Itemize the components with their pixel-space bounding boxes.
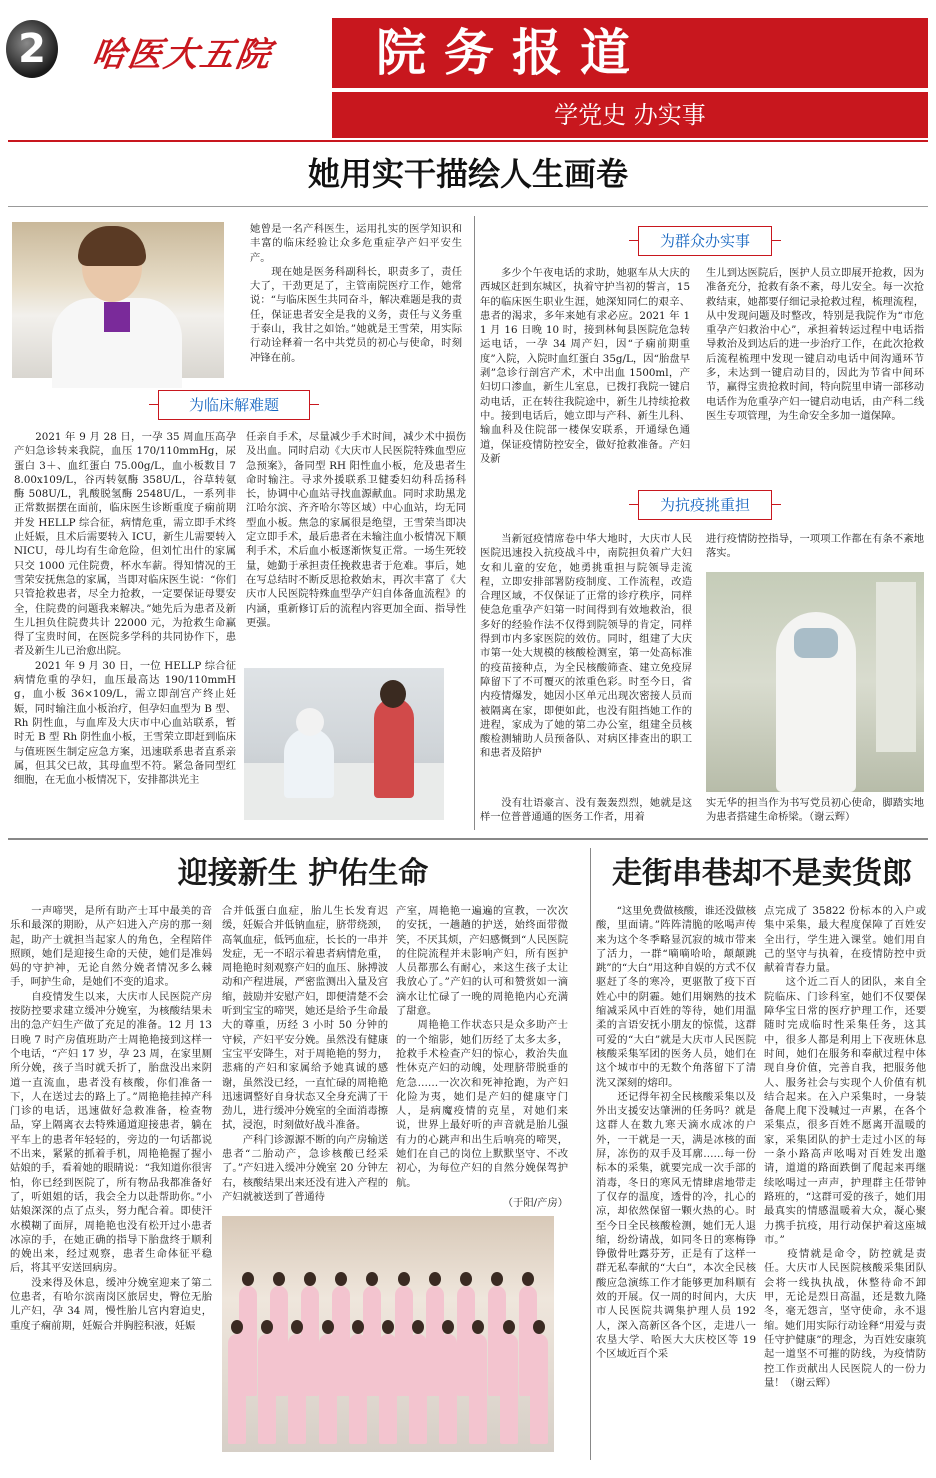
page-number-badge: 2: [6, 20, 58, 78]
feature-title: 她用实干描绘人生画卷: [307, 155, 628, 193]
column-divider: [474, 216, 475, 830]
newborn-credit: （于阳/产房）: [502, 1197, 568, 1209]
masthead-logo: 哈医大五院: [89, 35, 275, 75]
section-title: 院务报道: [376, 24, 648, 82]
feature-col-5: 当新冠疫情席卷中华大地时，大庆市人民医院迅速投入抗疫战斗中，南院担负着广大妇女和儿童的安危，她勇挑重担与院领导走流程，立即安排部署防疫制度、工作流程，改造合理区域，不仅保证了正常的诊疗秩序，同样使急危重孕产妇第一时间得到有效地救治，很多好的经验作法不仅得到院领导的肯定，同样得到市内多家医院的效仿。同时，组建了大庆市第一处大规模的核酸检测室，第一处高标准的疫苗接种点，为全民核酸筛查、建立免疫屏障留下了不可覆灭的浓重色彩。时至今日，省内疫情爆发，她因小区单元出现次密接人员而被隔离在家，即便如此，也没有阻挡她工作的进程，家成为了她的第二办公室，组建全员核酸检测辅助人员预备队、对病区排查出的职工和患者及陪护: [480, 533, 692, 760]
streets-col-1: “这里免费做核酸，谁还没做核酸，里面请。”阵阵清脆的吆喝声传来为这个冬季略显沉寂的城市带来了活力，一群“嘀嘀哈哈，颠颠跳跳”的“大白”用这种自娱的方式不仅驱赶了冬的寒冷，更驱散了疫下百姓心中的阴霾。她们用娴熟的技术缩减采风中百姓的等待，她们用温柔的言语安抚小朋友的惊慌，这群可爱的“大白”就是大庆市人民医院核酸采集军团的医务人员，她们在这个城市中的无数个角落留下了清洗又深刻的熔印。 还记得年初全民核酸采集以及外出支援安达肇洲的任务吗？就是这群人在数九寒天滴水成冰的户外，一干就是一天，满是冰核的面屏，冻伤的双手及耳廓……每一份标本的采集，就要完成一次手部的消毒，冬日的寒风无情肆虐地带走了仅存的温度，透骨的冷，扎心的凉，却依然保留一颗火热的心。时至今日全民核酸检测，她们无人退缩，纷纷请战，如同冬日的寒梅铮铮傲骨吐露芬芳，正是有了这样一群无私奉献的“大白”，本次全民核酸应急演练工作才能够更加科顺有效的开展。仅一周的时间内，大庆市人民医院共调集护理人员 192 人，深入高新区各个区，走进八一农垦大学、哈医大大庆校区等 19 个区域近百个采: [596, 905, 756, 1361]
streets-col-2: 点完成了 35822 份标本的入户或集中采集，最大程度保障了百姓安全出行，学生进入课堂。她们用自己的坚守与执着，在疫情防控中贡献着青春力量。 这个近二百人的团队，来自全院临床、门诊科室，她们不仅要保障华宝日常的医疗护理工作，还要随时完成临时性采集任务，这其中，很多人都是利用上下夜班休息时间，她们在服务和奉献过程中体现自身价值，完善自我，把服务他人、服务社会与实现个人价值有机结合起来。在入户采集时，一身装备爬上爬下没喊过一声累，在各个采集点，很多百姓不愿离开温暖的家，采集团队的护士走过小区的每一条小路高声吆喝对百姓发出邀请，道道的路面跌倒了爬起来再继续吆喝过一声声，护理群主任带钟路班的，“这群可爱的孩子，她们用最真实的情感温暖着大众，凝心聚力携手抗疫，用行动保护着这座城市。” 疫情就是命令，防控就是责任。大庆市人民医院核酸采集团队会将一线执执战，休整待命不卸甲，无论是烈日高温，还是数九隆冬，毫无怨言，坚守使命，永不退缩。她们用实际行动诠释“用爱与责任守护健康”的理念，为百姓安康筑起一道坚不可摧的防线，为疫情防控工作贡献出人民医院人的一份力量！（谢云辉）: [764, 905, 926, 1389]
newborn-col-2: 合并低蛋白血症，胎儿生长发育迟缓，妊娠合并低钠血症，脐带绕颈，高氧血症，低钙血症，长长的一串并发症，无一不昭示着患者病情危重，周艳艳时刻观察产妇的血压、脉搏波动和产程进展，严密监测出入量及宫缩，鼓励并安慰产妇，即便清楚不会听到宝宝的啼哭，她还是给予生命最大的尊重，历经 3 小时 50 分钟的守候，产妇平安分娩。虽然没有健康宝宝平安降生，对于周艳艳的努力，悲痛的产妇和家属给予她真诚的感谢，虽然没已经，一直忙碌的周艳艳迅速调整好自身状态又全身充满了干劲儿，进行缓冲分娩室的全面消毒擦拭，浸泡，时刻做好战斗准备。 产科门诊源源不断的向产房输送患者“二胎动产，急诊核酸已经采了。”产妇进入缓冲分娩室 20 分钟左右，核酸结果出来还没有进入产程的产妇就被送到了普通待: [222, 905, 388, 1203]
section-tag-public: 为群众办实事: [638, 226, 772, 256]
feature-closing-left: 没有壮语豪言、没有轰轰烈烈，她就是这样一位普普通通的医务工作者，用着: [480, 797, 692, 824]
feature-col-6: 进行疫情防控指导，一项项工作都在有条不紊地落实。: [706, 533, 924, 560]
feature-closing-right: 实无华的担当作为书写党员初心使命，脚踏实地为患者搭建生命桥梁。（谢云辉）: [706, 797, 924, 824]
header-divider: [8, 140, 928, 142]
article-title-newborn: 迎接新生 护佑生命: [177, 856, 429, 891]
feature-col-2: 任亲自手术，尽量减少手术时间，减少术中损伤及出血。同时启动《大庆市人民医院特殊血型应急预案》，备同型 RH 阳性血小板，危及患者生命时输注。寻求外援联系卫健委妇幼科岳扬科长，协调中心血站寻找血源献血。同时求助黑龙江哈尔滨、齐齐哈尔等区域）中心血站，均无同型血小板。焦急的家属很是绝望，王雪荣当即决定立即手术，最后患者在未输注血小板情况下顺利手术，术后血小板逐渐恢复正常。一场生死较量，她勤于承担责任挽救患者于危难。事后，她在写总结时不断反思抢救始末，再次丰富了《大庆市人民医院特殊血型孕产妇自体备血流程》的内涵，重新修订后的流程内容更加全面、指导性更强。: [246, 431, 466, 629]
section-subtitle: 学党史 办实事: [554, 101, 706, 129]
doctor-portrait-photo: [12, 222, 224, 378]
feature-col-3: 多少个午夜电话的求助，她驱车从大庆的西城区赶到东城区，执着守护当初的誓言，15 年的临床医生职业生涯，她深知同仁的艰辛、患者的渴求，多年来她有求必应。2021 年 11 月 16 日晚 10 时，接到林甸县医院危急转运电话，一孕 34 周产妇，因“子痫前期重度”入院，入院时血红蛋白 35g/L，因“胎盘早剥”急诊行剖宫产术，术中出血 1500ml，产妇切口渗血，新生儿室息，已拨打我院一键启动电话，正在转往我院途中，新生儿持续抢救中。接到电话后，她立即与产科、新生儿科、输血科及住院部一楼保安联系，开通绿色通道，保证疫情防控安全，做好抢救准备。产妇及新: [480, 267, 694, 465]
consultation-photo: [244, 668, 444, 820]
protective-suit-photo: [706, 572, 924, 792]
feature-intro: 她曾是一名产科医生，运用扎实的医学知识和丰富的临床经验让众多危重症孕产妇平安生产。 现在她是医务科副科长，职责多了，责任大了，干劲更足了，主管南院医疗工作，她常说：“与临床医生共同奋斗，解决难题是我的责任，保证患者安全是我的义务，责任与义务重于泰山，我甘之如饴。”她就是王雪荣，用实际行动诠释着一名中共党员的初心与使命，时刻冲锋在前。: [250, 223, 462, 364]
section-tag-clinical: 为临床解难题: [158, 390, 310, 420]
feature-col-4: 生儿到达医院后，医护人员立即展开抢救，因为准备充分，抢救有条不紊，母儿安全。每一次抢救结束，她都要仔细记录抢救过程，梳理流程，从中发现问题及时整改，特别是我院作为“市危重孕产妇救治中心”，承担着转运过程中电话指导救治及到达后的进一步治疗工作，在此次抢救后流程梳理中发现一键启动电话中间沟通环节多，未达到一键启动目的，因此为节省中间环节，赢得宝贵抢救时间，特向院里申请一部移动电话作为危重孕产妇一键启动电话，由产科二线医生专项管理，为生命安全多加一道保障。: [706, 267, 924, 422]
section-tag-epidemic: 为抗疫挑重担: [638, 490, 772, 520]
newborn-col-1: 一声啼哭，是所有助产士耳中最美的音乐和最深的期盼，从产妇进入产房的那一刻起，助产士就担当起家人的角色，全程陪伴照顾，她们是迎接生命的天使，她们是准妈妈的守护神，无论自然分娩者情况多么棘手，呵护生命，是她们不变的追求。 自疫情发生以来，大庆市人民医院产房按防控要求建立缓冲分娩室，为核酸结果未出的急产妇生产做了充足的准备。12 月 13 日晚 7 时产房值班助产士周艳艳接到这样一个电话，“产妇 17 岁，孕 23 周，在家里厕所分娩，孩子当时就夭折了，胎盘没出来阴道一直流血，患者没有核酸，你们准备一下，人在送过去的路上了。”周艳艳挂掉产科门诊的电话，迅速做好急救准备，检查物品，穿上隔离衣去特殊通道迎接患者，躺在平车上的患者年轻轻的，旁边的一句话都说不出来，紧紧的抓着手机，周艳艳握了握小姑娘的手，看着她的眼睛说：“我知道你很害怕，你已经到医院了，所有物品我都准备好了，听姐姐的话，我会全力以赴帮助你。”小姑娘深深的点了点头，努力配合着。即使汗水模糊了面屏，周艳艳也没有松开过小患者冰凉的手，在她正确的指导下胎盘终于顺利的娩出来，经过观察，患者生命体征平稳后，将其平安送回病房。 没来得及休息，缓冲分娩室迎来了第二位患者，有哈尔滨南岗区旅居史，臀位无胎儿产妇，孕 34 周，慢性胎儿宫内窘迫史，重度子痫前期，妊娠合并胸腔积液，妊娠: [10, 905, 212, 1332]
newborn-col-3: 产室，周艳艳一遍遍的宣教，一次次的安抚，一趟趟的护送，始终面带微笑，不厌其烦，产妇感慨到“人民医院的住院流程并未影响产妇，所有医护人员都那么有耐心，来这生孩子太让我放心了。”产妇的认可和赞赏如一滴滴水让忙碌了一晚的周艳艳内心充满了甜意。 周艳艳工作状态只是众多助产士的一个缩影，她们历经了太多太多，抢救手术检查产妇的惊心，救治失血性休克产妇的动魄，处理脐带脱垂的危急……一次次和死神抢跑，为产妇化险为夷，她们是产妇的健康守门人，是病魔疫情的克星，对她们来说，世界上最好听的声音就是胎儿强有力的心跳声和出生后响亮的啼哭，她们在自己的岗位上默默坚守、不改初心，为每位产妇的自然分娩保驾护航。: [396, 905, 568, 1189]
title-divider: [8, 206, 928, 207]
midwife-team-photo: [222, 1216, 554, 1452]
feature-col-1: 2021 年 9 月 28 日，一孕 35 周血压高孕产妇急诊转来我院，血压 170/110mmHg，尿蛋白 3＋、血红蛋白 75.00g/L，血小板数目 78.00x109/L，谷丙转氨酶 358U/L，谷草转氨酶 508U/L，乳酸脱氢酶 2548U/L，一系列非正常数据摆在面前，临床医生诊断重度子痫前期并发 HELLP 综合征，病情危重，需立即手术终止妊娠，且术后需要转入 ICU，新生儿需要转入 NICU，母儿均有生命危险，但刘忙出什的家属只交 1000 元住院费，杯水车薪。得知情况的王雪荣安抚焦急的家属，当即对临床医生说：“你们只管抢救患者，尽全力抢救，一定要保证母婴安全，住院费的问题我来解决。”她先后为患者及新生儿担负住院费共计 22000 元，为抢救生命赢得了宝贵时间，在医院多学科的共同协作下，患者及新生儿已治愈出院。 2021 年 9 月 30 日，一位 HELLP 综合征病情危重的孕妇，血压最高达 190/110mmHg，血小板 36×109/L，需立即剖宫产终止妊娠，同时输注血小板治疗，但孕妇血型为 B 型、Rh 阴性血，与血库及大庆市中心血站联系，暂时无 B 型 Rh 阴性血小板，王雪荣立即赶到临床与值班医生制定应急方案，迅速联系患者直系亲属，但其父已故，其母血型不符。紧急备同型红细胞，在无血小板情况下，安排都洪光主: [14, 431, 236, 787]
article-title-streets: 走街串巷却不是卖货郎: [612, 856, 912, 891]
column-divider-bottom: [590, 848, 591, 1460]
section-divider: [8, 838, 928, 840]
